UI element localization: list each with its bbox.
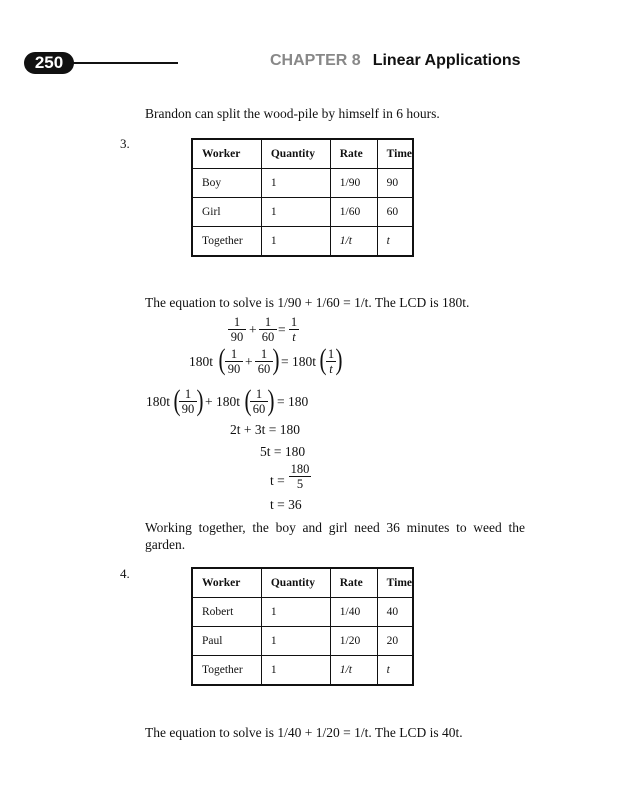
cell: 1 <box>261 656 330 686</box>
fraction-1-90: $\frac{1}{90}$ <box>228 315 246 344</box>
coef-180t: 180t <box>189 354 214 369</box>
right-paren: ) <box>272 343 280 376</box>
fraction-1-60: $\frac{1}{60}$ <box>250 387 268 416</box>
left-paren: ( <box>173 384 181 417</box>
cell: t <box>377 227 413 257</box>
cell: 60 <box>377 198 413 227</box>
right-paren: ) <box>196 384 204 417</box>
left-paren: ( <box>218 343 226 376</box>
cell: 90 <box>377 169 413 198</box>
fraction-180-5: $\frac{180}{5}$ <box>290 462 310 491</box>
problem-3-number: 3. <box>120 136 130 151</box>
step-2t-3t: 2t + 3t = 180 <box>230 422 300 437</box>
problem-3-conclusion: Working together, the boy and girl need 36 minutes to weed the garden. <box>145 520 525 552</box>
table-row <box>192 598 413 627</box>
table-header-row <box>192 139 413 169</box>
fraction-1-60: $\frac{1}{60}$ <box>259 315 277 344</box>
cell: 1 <box>261 198 330 227</box>
cell: Girl <box>192 198 261 227</box>
chapter-label: CHAPTER 8 <box>270 52 361 69</box>
cell: 1/t <box>330 227 377 257</box>
table-row <box>192 227 413 257</box>
fraction-1-t: $\frac{1}{t}$ <box>327 347 335 376</box>
fraction-1-90: $\frac{1}{90}$ <box>225 347 243 376</box>
table-row <box>192 627 413 656</box>
problem-3-equation-intro: The equation to solve is 1/90 + 1/60 = 1/t. The LCD is 180t. <box>145 295 470 310</box>
col-header-time: Time <box>377 568 413 598</box>
right-paren: ) <box>335 343 343 376</box>
cell: 1 <box>261 598 330 627</box>
cell: Paul <box>192 627 261 656</box>
coef-180t: 180t <box>146 394 171 409</box>
table-header-row <box>192 568 413 598</box>
col-header-rate: Rate <box>330 139 377 169</box>
step-5t: 5t = 180 <box>260 444 306 459</box>
left-paren: ( <box>244 384 252 417</box>
col-header-worker: Worker <box>192 568 261 598</box>
problem-3-table <box>191 138 414 257</box>
problem-4-number: 4. <box>120 566 130 581</box>
rhs-180t: = 180t <box>281 354 316 369</box>
chapter-title: Linear Applications <box>372 52 521 69</box>
running-header <box>270 52 521 70</box>
plus-sign: + <box>245 354 253 369</box>
table-row <box>192 169 413 198</box>
equals-sign: = <box>278 322 286 337</box>
fraction-1-t: $\frac{1}{t}$ <box>290 315 298 344</box>
cell: 1/90 <box>330 169 377 198</box>
col-header-quantity: Quantity <box>261 139 330 169</box>
step-t-36: t = 36 <box>270 497 302 512</box>
col-header-quantity: Quantity <box>261 568 330 598</box>
cell: Together <box>192 227 261 257</box>
plus-180t: + 180t <box>205 394 240 409</box>
cell: 1/t <box>330 656 377 686</box>
cell: Robert <box>192 598 261 627</box>
cell: 1/60 <box>330 198 377 227</box>
problem-4-equation-intro: The equation to solve is 1/40 + 1/20 = 1/t. The LCD is 40t. <box>145 725 463 740</box>
page-number: 250 <box>24 52 74 74</box>
rhs-180: = 180 <box>277 394 309 409</box>
fraction-1-90: $\frac{1}{90}$ <box>179 387 197 416</box>
cell: 1 <box>261 227 330 257</box>
col-header-time: Time <box>377 139 413 169</box>
cell: 1 <box>261 169 330 198</box>
problem-4-table <box>191 567 414 686</box>
intro-text: Brandon can split the wood-pile by himself in 6 hours. <box>145 106 440 121</box>
cell: 1/40 <box>330 598 377 627</box>
cell: t <box>377 656 413 686</box>
col-header-rate: Rate <box>330 568 377 598</box>
table-row <box>192 198 413 227</box>
cell: 40 <box>377 598 413 627</box>
cell: 20 <box>377 627 413 656</box>
left-paren: ( <box>319 343 327 376</box>
col-header-worker: Worker <box>192 139 261 169</box>
plus-sign: + <box>249 322 257 337</box>
header-rule <box>70 62 178 64</box>
cell: Boy <box>192 169 261 198</box>
cell: 1/20 <box>330 627 377 656</box>
step-t-equals: t = <box>270 473 285 488</box>
cell: 1 <box>261 627 330 656</box>
right-paren: ) <box>267 384 275 417</box>
table-row <box>192 656 413 686</box>
fraction-1-60: $\frac{1}{60}$ <box>255 347 273 376</box>
cell: Together <box>192 656 261 686</box>
